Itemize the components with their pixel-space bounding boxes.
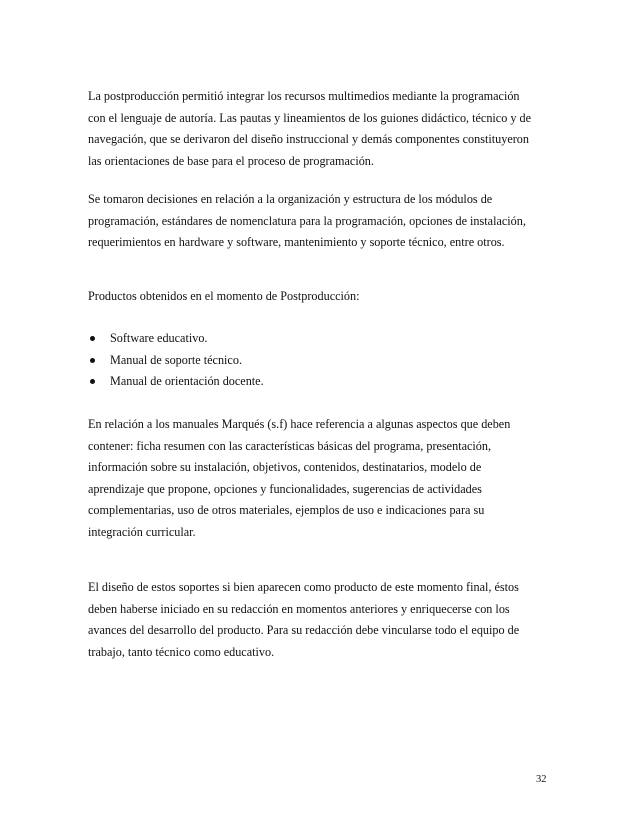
list-item: [88, 371, 558, 393]
paragraph-manuales: En relación a los manuales Marqués (s.f) hace referencia a algunas aspectos que deben contener: ficha resumen con las características básicas del programa, presentación, información sobre su instalación, objetivos, contenidos, destinatarios, modelo de aprendizaje que propone, opciones y funcionalidades, sugerencias de actividades complementarias, uso de otros materiales, ejemplos de uso e indicaciones para su integración curricular.: [88, 417, 511, 539]
page-number: 32: [536, 774, 547, 785]
paragraph-decisiones: Se tomaron decisiones en relación a la organización y estructura de los módulos de programación, estándares de nomenclatura para la programación, opciones de instalación, requerimientos en hardware y software, mantenimiento y soporte técnico, entre otros.: [88, 192, 526, 250]
list-item: [88, 328, 558, 350]
bullet-icon: [90, 358, 95, 363]
list-item: [88, 350, 558, 372]
paragraph-productos-heading: Productos obtenidos en el momento de Postproducción:: [88, 289, 360, 303]
paragraph-postproduccion: La postproducción permitió integrar los recursos multimedios mediante la programación con el lenguaje de autoría. Las pautas y lineamientos de los guiones didáctico, técnico y de navegación, que se derivaron del diseño instruccional y demás componentes constituyeron las orientaciones de base para el proceso de programación.: [88, 89, 532, 168]
paragraph-diseno-soportes: El diseño de estos soportes si bien aparecen como producto de este momento final, éstos deben haberse iniciado en su redacción en momentos anteriores y enriquecerse con los avances del desarrollo del producto. Para su redacción debe vincularse todo el equipo de trabajo, tanto técnico como educativo.: [88, 580, 520, 659]
products-bullet-list: [88, 328, 558, 393]
list-item-text: Manual de soporte técnico.: [110, 352, 242, 367]
list-item-text: Software educativo.: [110, 331, 208, 345]
bullet-icon: [90, 379, 95, 384]
bullet-icon: [90, 336, 95, 341]
list-item-text: Manual de orientación docente.: [110, 374, 264, 389]
